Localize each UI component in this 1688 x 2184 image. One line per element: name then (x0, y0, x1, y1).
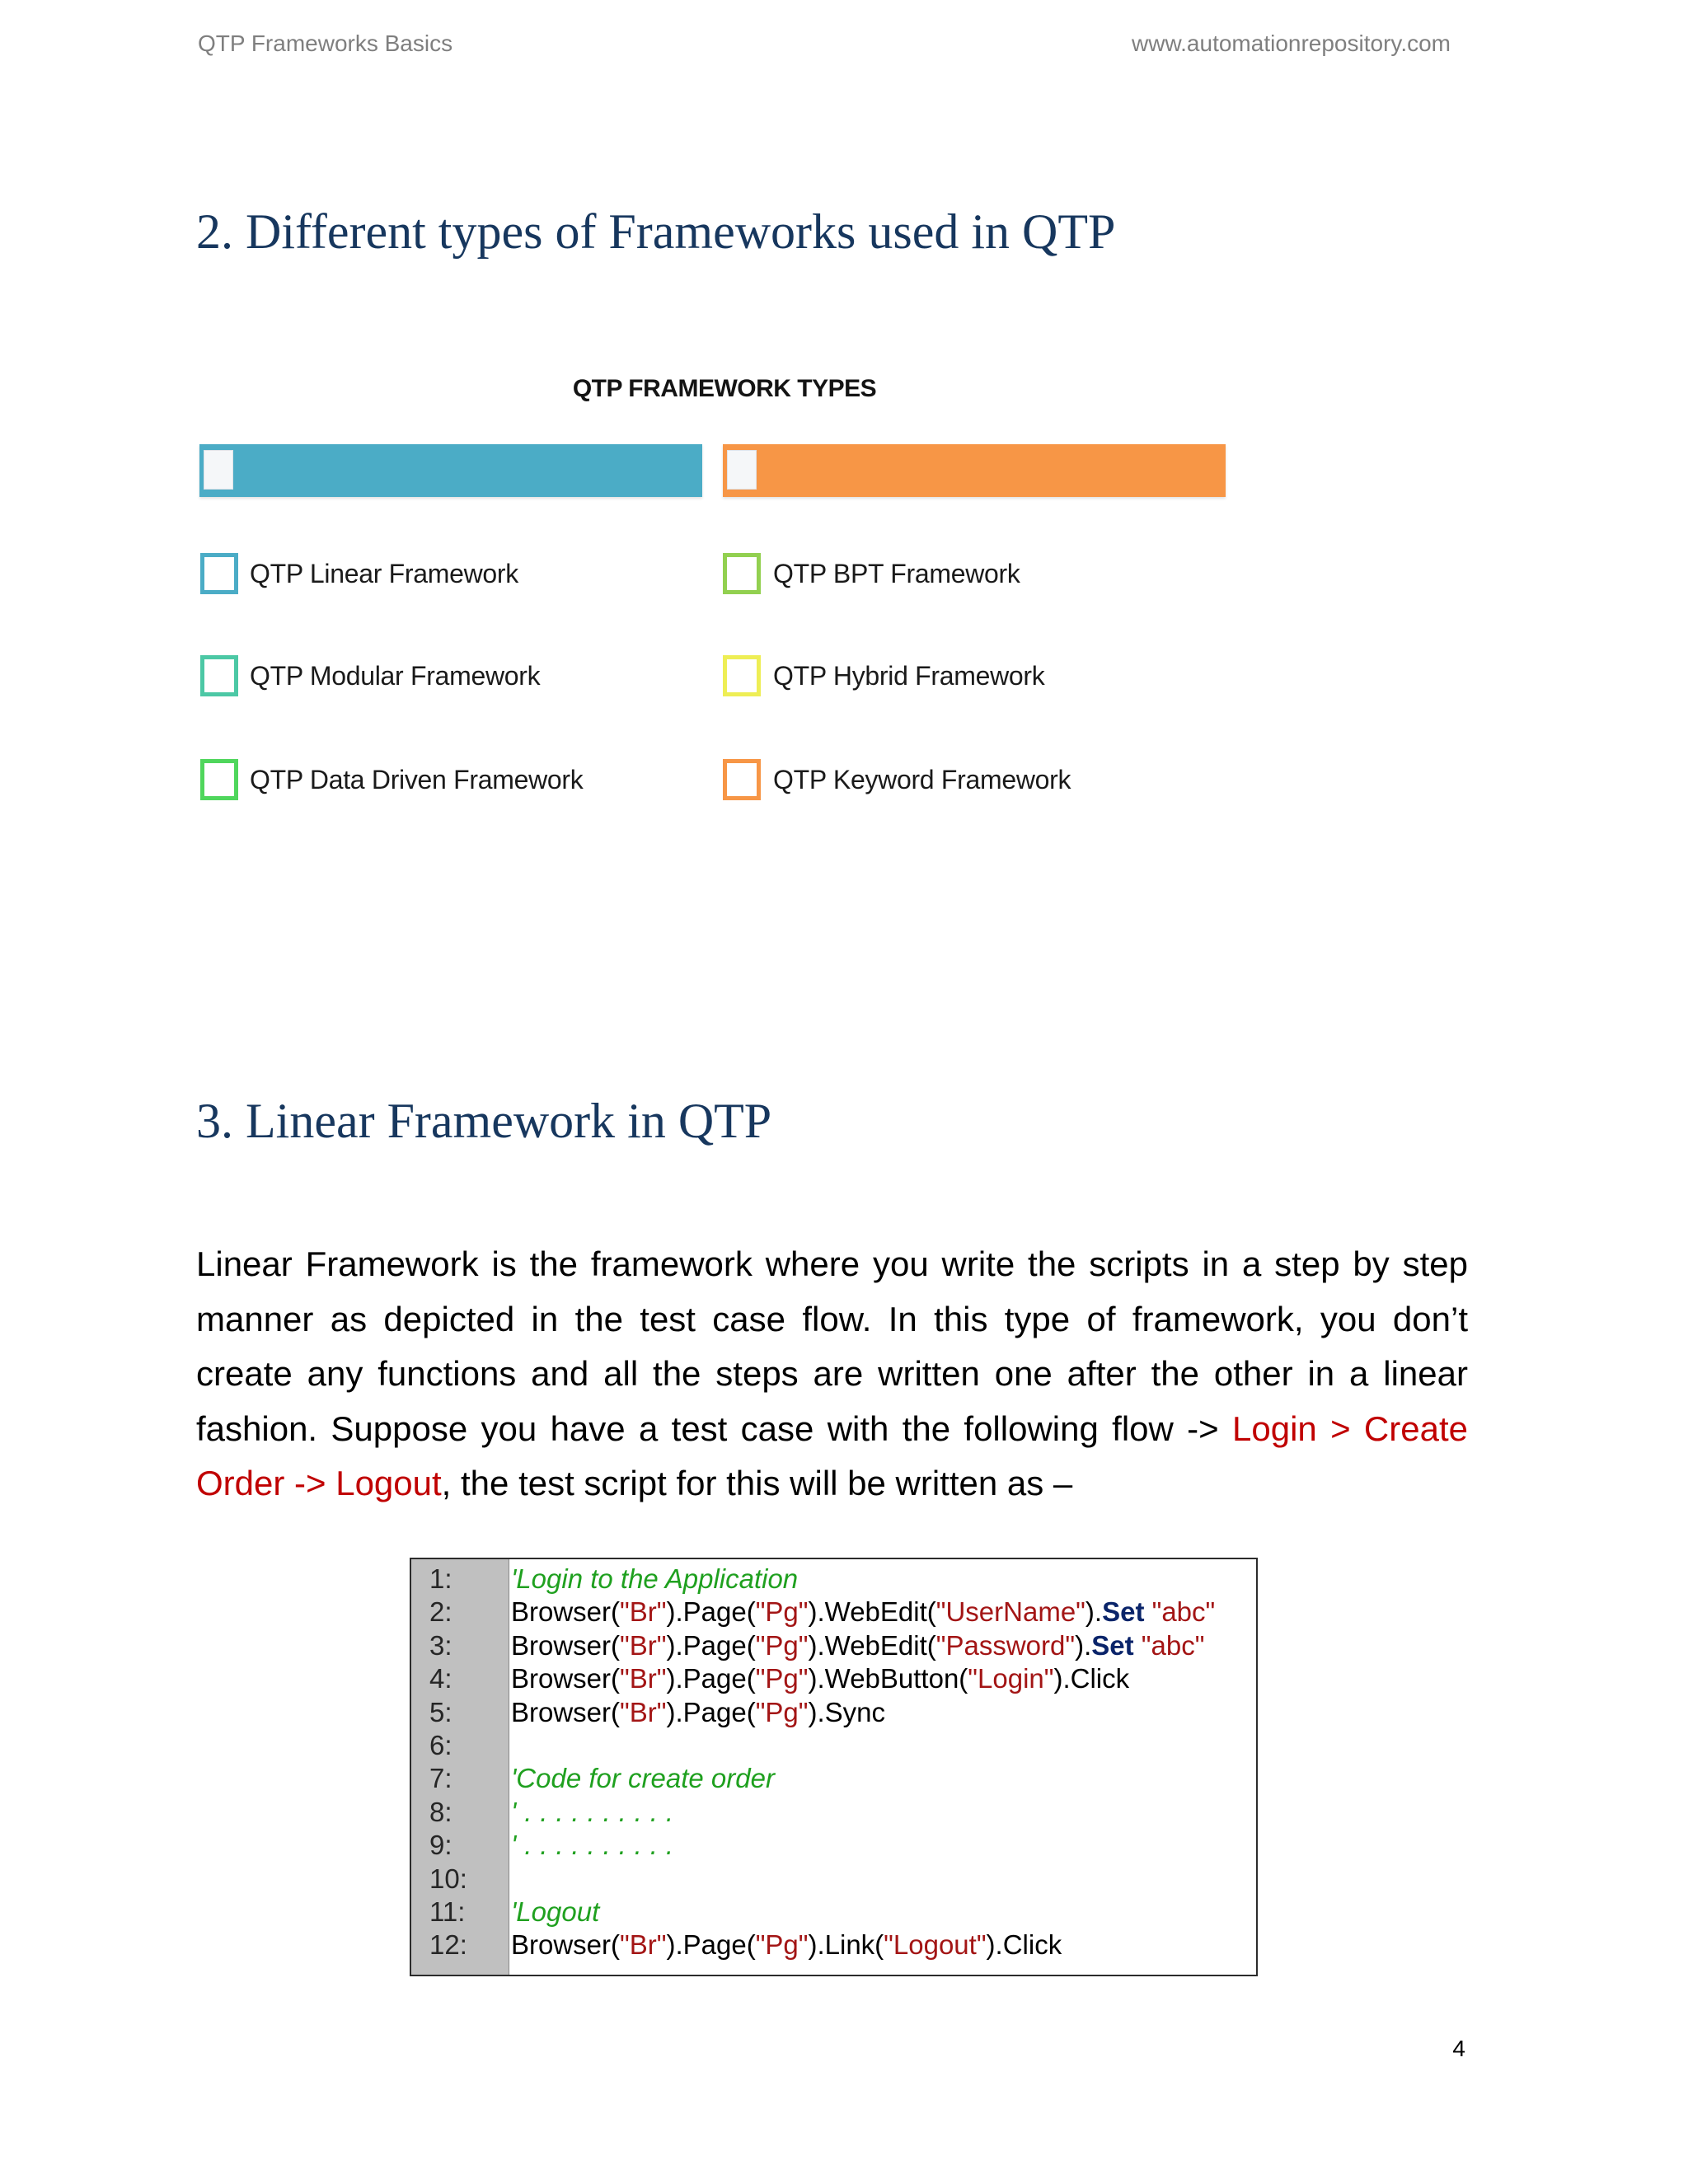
line-number: 7: (429, 1763, 452, 1794)
code-token-plain: ).Sync (808, 1696, 886, 1727)
line-number: 10: (429, 1863, 467, 1894)
code-text (511, 1696, 885, 1729)
line-number: 6: (429, 1729, 452, 1760)
line-number: 2: (429, 1596, 452, 1628)
code-token-plain: Browser( (511, 1663, 621, 1694)
code-text (511, 1896, 599, 1929)
code-text (511, 1662, 1129, 1695)
code-token-string: "Pg" (755, 1629, 809, 1661)
code-token-string: "Pg" (755, 1663, 809, 1694)
flow-highlight-text: Login > Create (1232, 1408, 1468, 1448)
linear-framework-square-icon (200, 553, 238, 594)
bpt-framework-square-icon (723, 553, 761, 594)
code-text (511, 1829, 682, 1862)
modular-framework-label: QTP Modular Framework (250, 661, 541, 691)
code-token-keyword: Set (1102, 1596, 1145, 1628)
line-number: 9: (429, 1830, 452, 1861)
code-lines (411, 1563, 1256, 1962)
code-token-plain: ).Page( (666, 1696, 756, 1727)
flow-highlight-text: Order -> Logout (196, 1464, 442, 1502)
diagram-left-bar (199, 444, 702, 497)
code-token-plain: ).WebEdit( (808, 1629, 936, 1661)
line-number: 11: (429, 1896, 466, 1927)
code-token-string: "abc" (1141, 1629, 1205, 1661)
code-line (411, 1762, 1256, 1795)
paragraph-text: Linear Framework is the framework where you write the scripts in a step by step (196, 1244, 1468, 1283)
code-line (411, 1596, 1256, 1629)
code-token-string: "Br" (620, 1663, 667, 1694)
code-token-plain: Browser( (511, 1696, 621, 1727)
code-token-string: "Br" (620, 1696, 667, 1727)
header-website: www.automationrepository.com (1132, 30, 1451, 56)
diagram-right-bar (723, 444, 1226, 497)
code-token-plain: ).Page( (666, 1663, 756, 1694)
code-line (411, 1896, 1256, 1929)
code-token-string: "UserName" (935, 1596, 1085, 1628)
code-token-plain: ).Page( (666, 1629, 756, 1661)
code-token-comment: '.......... (511, 1796, 682, 1827)
section-3-heading: 3. Linear Framework in QTP (196, 1094, 772, 1148)
code-token-string: "Password" (935, 1629, 1076, 1661)
code-line (411, 1662, 1256, 1695)
line-number: 12: (429, 1929, 467, 1961)
code-line (411, 1629, 1256, 1662)
code-line (411, 1729, 1256, 1762)
paragraph-text: manner as depicted in the test case flow. In this type of framework, you don’t (196, 1299, 1468, 1338)
code-token-keyword: Set (1091, 1629, 1134, 1661)
diagram-left-bar-square (204, 450, 233, 490)
code-line (411, 1563, 1256, 1596)
modular-framework-square-icon (200, 655, 238, 696)
paragraph-text: , the test script for this will be written as – (441, 1464, 1073, 1502)
line-number: 1: (429, 1563, 452, 1594)
line-number: 3: (429, 1629, 452, 1661)
paragraph-text: fashion. Suppose you have a test case with the following flow -> (196, 1408, 1232, 1448)
code-token-plain: ).WebButton( (808, 1663, 968, 1694)
code-token-plain: ).Click (1053, 1663, 1130, 1694)
code-token-comment: 'Logout (511, 1896, 600, 1927)
code-token-plain: Browser( (511, 1596, 621, 1628)
code-token-comment: '.......... (511, 1830, 682, 1861)
code-text (511, 1629, 1204, 1662)
linear-framework-label: QTP Linear Framework (250, 559, 518, 588)
code-token-plain: Browser( (511, 1629, 621, 1661)
paragraph-line (196, 1347, 1468, 1402)
data-driven-framework-square-icon (200, 759, 238, 800)
code-token-plain: ).Click (986, 1929, 1062, 1961)
paragraph-line (196, 1456, 1468, 1511)
diagram-title: QTP FRAMEWORK TYPES (572, 375, 877, 402)
code-token-plain: ).Page( (666, 1596, 756, 1628)
code-line (411, 1929, 1256, 1961)
code-token-string: "Pg" (755, 1596, 809, 1628)
code-token-plain: ).WebEdit( (808, 1596, 936, 1628)
code-token-string: "Pg" (755, 1696, 809, 1727)
paragraph-line (196, 1402, 1468, 1457)
linear-framework-paragraph (196, 1237, 1468, 1511)
diagram-right-bar-square (727, 450, 757, 490)
paragraph-text: create any functions and all the steps are written one after the other in a linear (196, 1354, 1468, 1393)
code-token-plain (1134, 1630, 1142, 1661)
code-token-plain (1144, 1596, 1151, 1627)
code-token-plain: Browser( (511, 1929, 621, 1961)
code-text (511, 1796, 682, 1829)
code-text (511, 1762, 775, 1795)
hybrid-framework-square-icon (723, 655, 761, 696)
code-token-comment: 'Code for create order (511, 1763, 775, 1794)
code-token-string: "Br" (620, 1929, 667, 1961)
bpt-framework-label: QTP BPT Framework (773, 559, 1020, 588)
line-number: 8: (429, 1796, 452, 1827)
header-document-title: QTP Frameworks Basics (198, 30, 453, 56)
line-number: 5: (429, 1696, 452, 1727)
page-number: 4 (1452, 2036, 1465, 2061)
code-token-plain: ).Link( (808, 1929, 884, 1961)
code-token-string: "Br" (620, 1596, 667, 1628)
code-token-comment: 'Login to the Application (511, 1563, 799, 1594)
data-driven-framework-label: QTP Data Driven Framework (250, 765, 584, 794)
code-token-plain: ). (1075, 1629, 1092, 1661)
line-number: 4: (429, 1663, 452, 1694)
code-token-plain: ). (1085, 1596, 1103, 1628)
code-token-string: "Login" (968, 1663, 1054, 1694)
section-2-heading: 2. Different types of Frameworks used in QTP (196, 204, 1116, 259)
code-token-string: "Logout" (884, 1929, 987, 1961)
code-line (411, 1696, 1256, 1729)
code-text (511, 1929, 1062, 1961)
code-line (411, 1829, 1256, 1862)
keyword-framework-square-icon (723, 759, 761, 800)
keyword-framework-label: QTP Keyword Framework (773, 765, 1071, 794)
code-token-plain: ).Page( (666, 1929, 756, 1961)
code-token-string: "Br" (620, 1629, 667, 1661)
code-text (511, 1596, 1215, 1629)
code-line (411, 1863, 1256, 1896)
code-listing (410, 1558, 1258, 1976)
code-text (511, 1563, 798, 1596)
hybrid-framework-label: QTP Hybrid Framework (773, 661, 1045, 691)
paragraph-line (196, 1292, 1468, 1347)
code-line (411, 1796, 1256, 1829)
code-token-string: "Pg" (755, 1929, 809, 1961)
paragraph-line (196, 1237, 1468, 1292)
code-token-string: "abc" (1151, 1596, 1216, 1628)
